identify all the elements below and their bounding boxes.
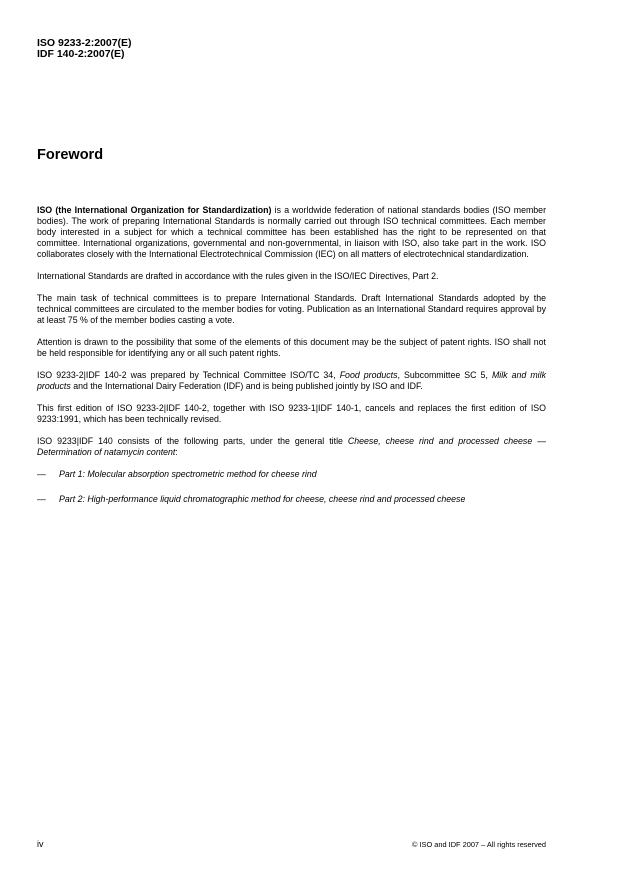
paragraph-text: , Subcommittee SC 5, xyxy=(397,370,492,381)
paragraph-preparation xyxy=(37,370,546,392)
header-idf-number: IDF 140-2:2007(E) xyxy=(37,48,125,60)
part-title: Part 1: Molecular absorption spectrometric method for cheese rind xyxy=(59,469,317,480)
foreword-body xyxy=(37,205,546,519)
paragraph-main-task: The main task of technical committees is to prepare International Standards. Draft International Standards adopted by the technical committees are circulated to the member bodies for voting. Publication as an International Standard requires approval by at least 75 % of the member bodies casting a vote. xyxy=(37,293,546,326)
paragraph-iso-description xyxy=(37,205,546,260)
paragraph-parts-intro xyxy=(37,436,546,458)
paragraph-text: and the International Dairy Federation (IDF) and is being published jointly by ISO and IDF. xyxy=(70,381,423,392)
paragraph-text: ISO 9233|IDF 140 consists of the following parts, under the general title xyxy=(37,436,348,447)
page-number: iv xyxy=(37,839,44,849)
list-dash: — xyxy=(37,494,46,505)
iso-name-bold: ISO (the International Organization for Standardization) xyxy=(37,205,272,215)
committee-title: Food products xyxy=(339,370,398,381)
list-dash: — xyxy=(37,469,46,480)
paragraph-edition: This first edition of ISO 9233-2|IDF 140-2, together with ISO 9233-1|IDF 140-1, cancels and replaces the first edition of ISO 9233:1991, which has been technically revised. xyxy=(37,403,546,425)
subcommittee-title: Milk and milk products xyxy=(37,370,546,392)
list-item-part-1 xyxy=(37,469,546,480)
part-title: Part 2: High-performance liquid chromatographic method for cheese, cheese rind and processed cheese xyxy=(59,494,466,505)
paragraph-patent-rights: Attention is drawn to the possibility that some of the elements of this document may be the subject of patent rights. ISO shall not be held responsible for identifying any or all such patent rights. xyxy=(37,337,546,359)
copyright-notice: © ISO and IDF 2007 – All rights reserved xyxy=(411,840,546,849)
header-iso-number: ISO 9233-2:2007(E) xyxy=(37,37,132,49)
paragraph-text: is a worldwide federation of national standards bodies (ISO member bodies). The work of preparing International Standards is normally carried out through ISO technical committees. Each member body interested in a subject for which a technical committee has been established has the right to be represented on that committee. International organizations, governmental and non-governmental, in liaison with ISO, also take part in the work. ISO collaborates closely with the International Electrotechnical Commission (IEC) on all matters of electrotechnical standardization. xyxy=(37,205,546,260)
document-header xyxy=(37,38,132,60)
paragraph-text: ISO 9233-2|IDF 140-2 was prepared by Technical Committee ISO/TC 34, xyxy=(37,370,340,381)
list-item-part-2 xyxy=(37,494,546,505)
page-footer xyxy=(37,839,546,849)
page-title: Foreword xyxy=(37,147,104,163)
paragraph-text: : xyxy=(175,447,178,458)
general-title: Cheese, cheese rind and processed cheese — Determination of natamycin content xyxy=(37,436,546,458)
paragraph-drafting-rules: International Standards are drafted in accordance with the rules given in the ISO/IEC Directives, Part 2. xyxy=(37,271,439,282)
